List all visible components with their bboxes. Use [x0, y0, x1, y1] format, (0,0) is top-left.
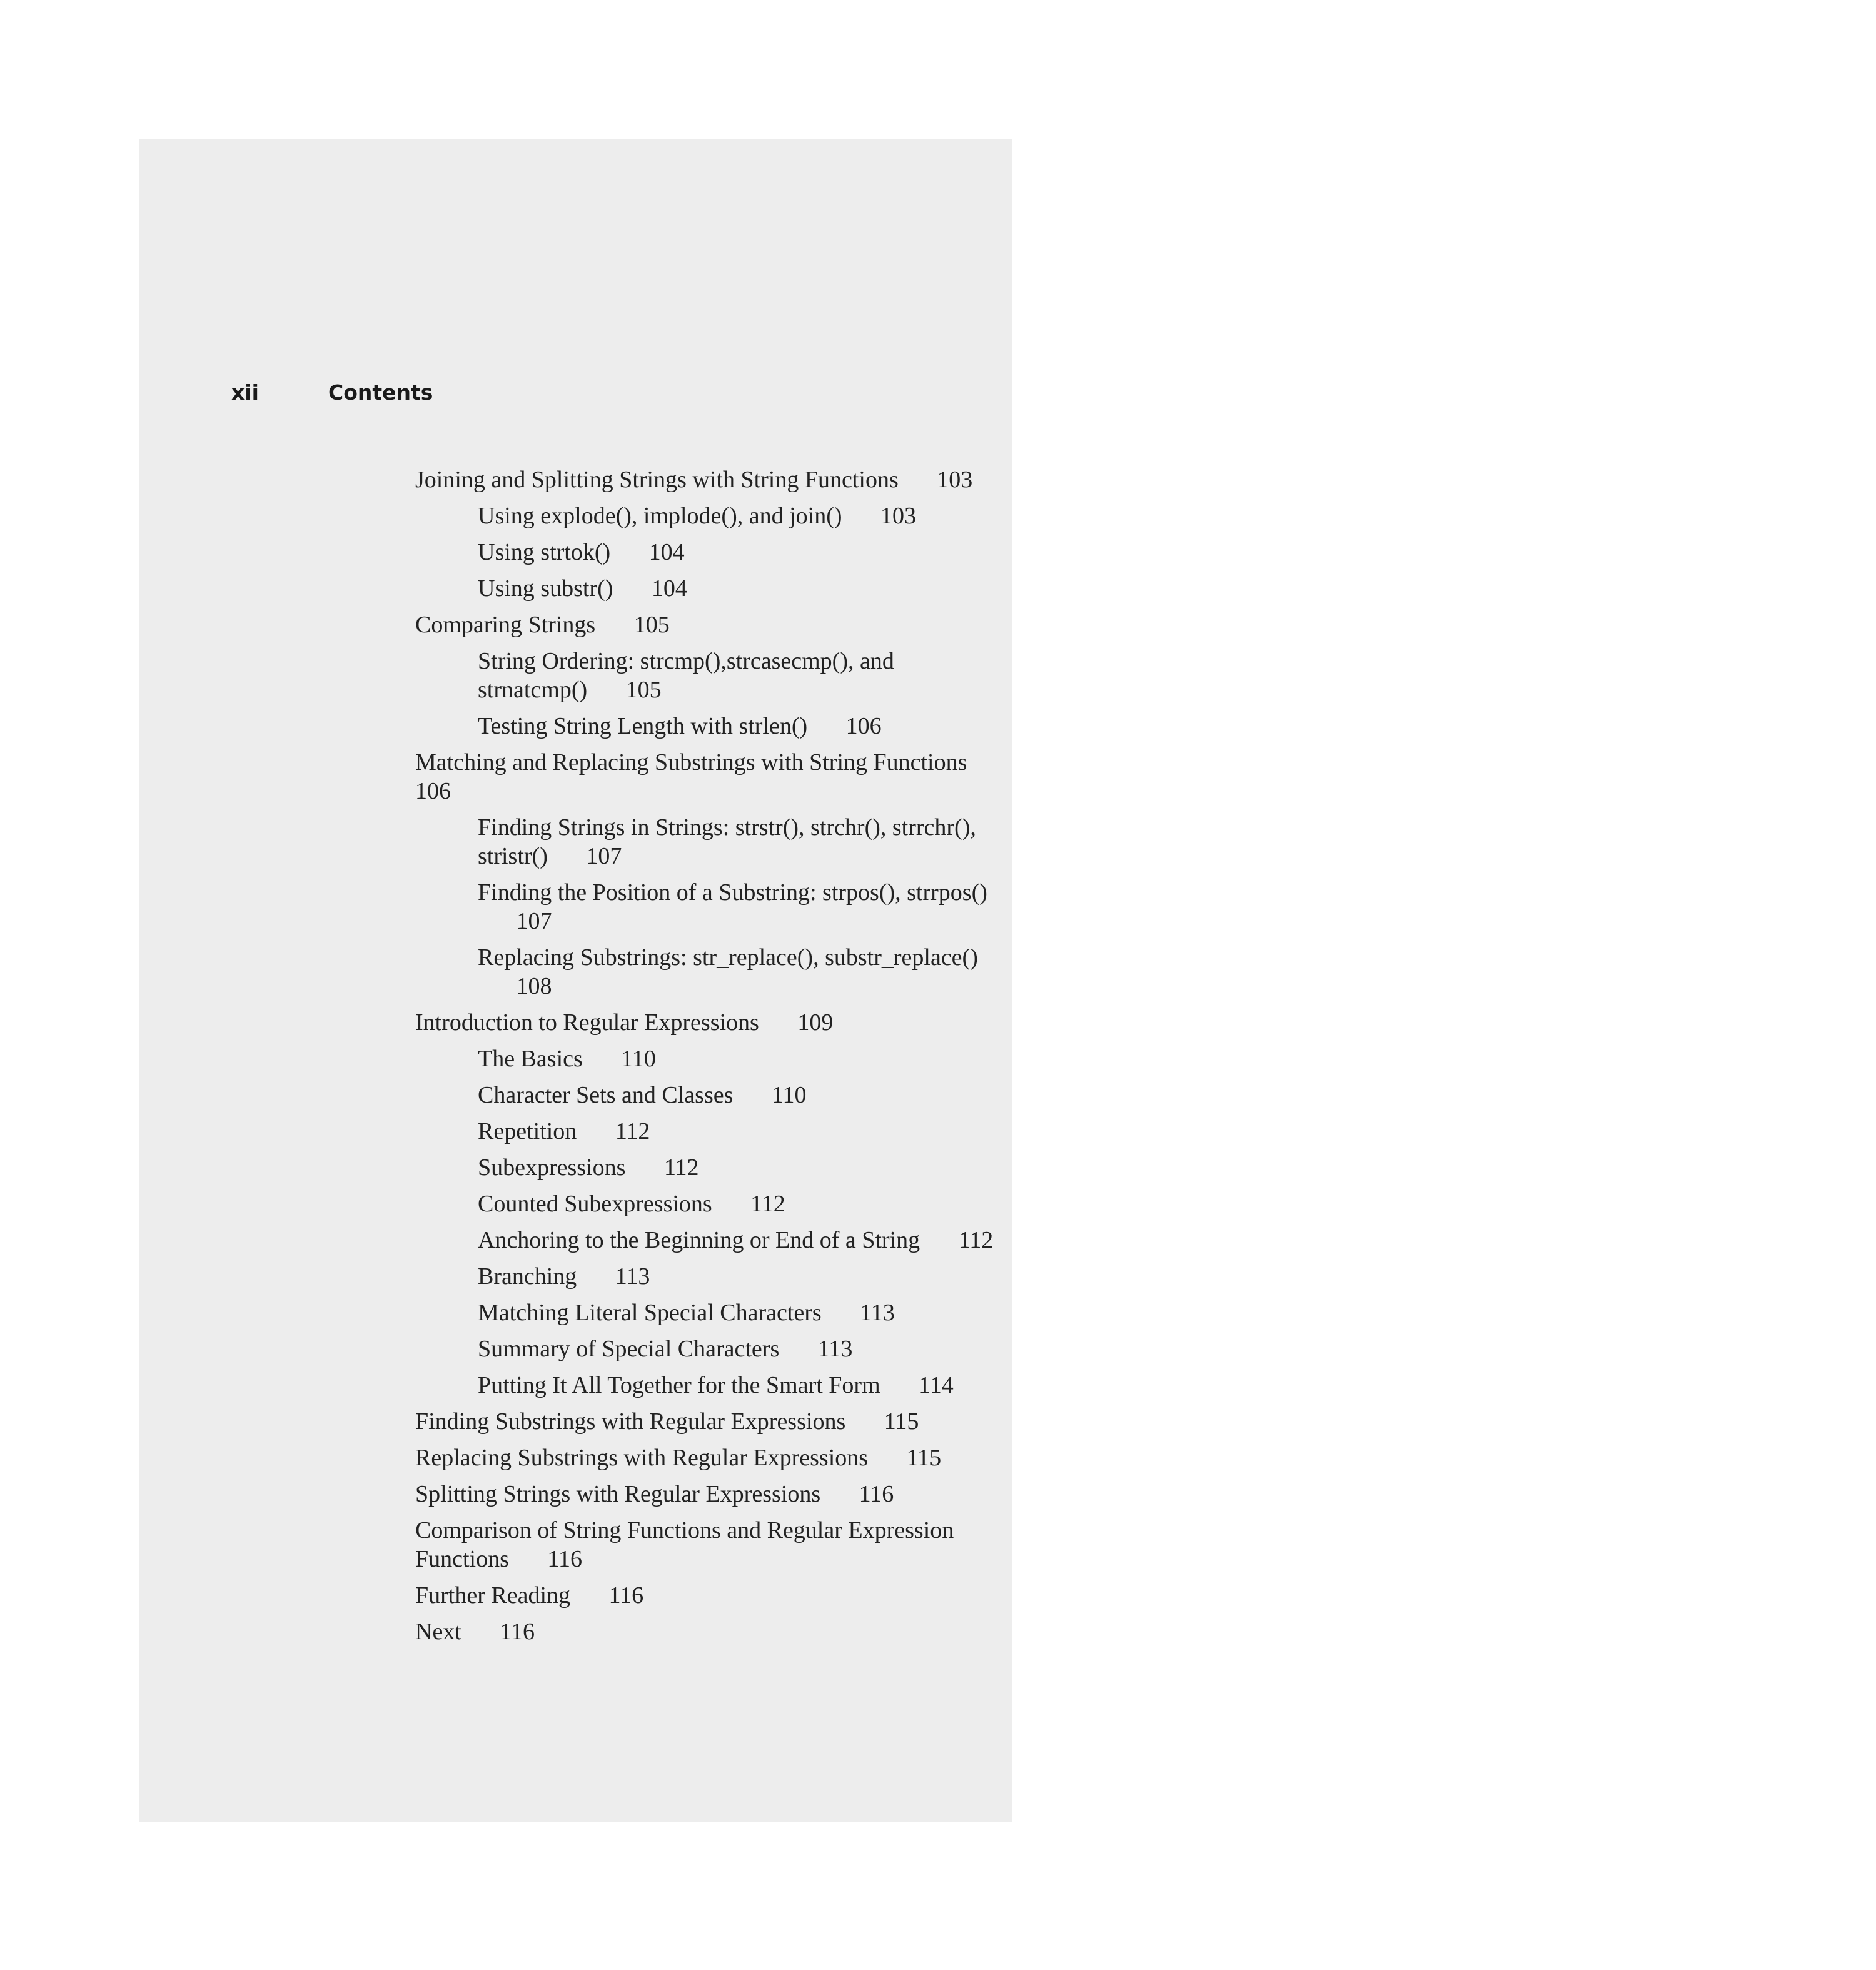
toc-entry-page: 104 [648, 539, 685, 565]
toc-entry-page: 113 [615, 1263, 650, 1290]
toc-entry-title: Replacing Substrings: str_replace(), substr_replace() [478, 944, 978, 971]
toc-entry-title: Comparison of String Functions and Regular Expression Functions [415, 1517, 954, 1572]
toc-entry-title: Counted Subexpressions [478, 1191, 712, 1217]
toc-entry [415, 943, 1003, 1001]
book-page [139, 139, 1012, 1822]
toc-entry-title: Branching [478, 1263, 577, 1290]
toc-entry [415, 1516, 1003, 1573]
toc-entry [415, 1443, 1003, 1472]
toc-entry-page: 103 [937, 467, 973, 493]
toc-entry [415, 1262, 1003, 1291]
toc-entry-title: Splitting Strings with Regular Expressions [415, 1481, 821, 1507]
table-of-contents [415, 465, 1003, 1654]
toc-entry-page: 112 [750, 1191, 785, 1217]
toc-entry-title: Subexpressions [478, 1154, 626, 1181]
toc-entry [415, 610, 1003, 639]
toc-entry-title: Putting It All Together for the Smart Form [478, 1372, 880, 1398]
toc-entry-title: Finding Strings in Strings: strstr(), strchr(), strrchr(), stristr() [478, 814, 976, 869]
toc-entry-page: 108 [516, 973, 552, 999]
toc-entry-page: 116 [859, 1481, 894, 1507]
toc-entry [415, 538, 1003, 567]
toc-entry-title: Character Sets and Classes [478, 1082, 734, 1108]
toc-entry [415, 712, 1003, 740]
toc-entry-page: 110 [621, 1046, 656, 1072]
toc-entry [415, 878, 1003, 936]
toc-entry-title: Using explode(), implode(), and join() [478, 503, 842, 529]
toc-entry-page: 109 [797, 1009, 834, 1036]
toc-entry-title: Repetition [478, 1118, 577, 1144]
toc-entry [415, 1190, 1003, 1218]
toc-entry [415, 813, 1003, 871]
toc-entry-title: String Ordering: strcmp(),strcasecmp(), and strnatcmp() [478, 648, 894, 703]
toc-entry [415, 748, 1003, 806]
toc-entry-page: 104 [651, 575, 687, 602]
toc-entry-page: 107 [586, 843, 622, 869]
toc-entry [415, 1581, 1003, 1610]
toc-entry [415, 1407, 1003, 1436]
toc-entry [415, 1335, 1003, 1363]
toc-entry-page: 113 [817, 1336, 853, 1362]
toc-entry-title: Finding the Position of a Substring: strpos(), strrpos() [478, 879, 987, 906]
page-number: xii [231, 380, 259, 405]
toc-entry-page: 106 [845, 713, 882, 739]
toc-entry [415, 465, 1003, 494]
toc-entry-title: Using strtok() [478, 539, 611, 565]
toc-entry [415, 502, 1003, 530]
toc-entry-page: 116 [547, 1546, 582, 1572]
toc-entry [415, 1008, 1003, 1037]
toc-entry-page: 103 [880, 503, 917, 529]
toc-entry-title: Further Reading [415, 1582, 571, 1609]
toc-entry [415, 1371, 1003, 1400]
toc-entry-page: 107 [516, 908, 552, 934]
toc-entry-page: 112 [663, 1154, 699, 1181]
toc-entry-title: Replacing Substrings with Regular Expressions [415, 1445, 869, 1471]
toc-entry-page: 116 [500, 1619, 535, 1645]
toc-entry-page: 105 [625, 677, 662, 703]
toc-entry-title: Joining and Splitting Strings with String Functions [415, 467, 899, 493]
toc-entry-page: 105 [633, 612, 670, 638]
toc-entry-page: 114 [919, 1372, 954, 1398]
running-head [139, 380, 1012, 412]
toc-entry-page: 112 [615, 1118, 650, 1144]
toc-entry-title: Finding Substrings with Regular Expressions [415, 1408, 846, 1435]
toc-entry-title: The Basics [478, 1046, 583, 1072]
toc-entry-page: 116 [608, 1582, 644, 1609]
toc-entry-title: Next [415, 1619, 461, 1645]
toc-entry-title: Using substr() [478, 575, 613, 602]
toc-entry-page: 106 [415, 778, 451, 804]
toc-entry-title: Summary of Special Characters [478, 1336, 780, 1362]
toc-entry [415, 1117, 1003, 1146]
toc-entry [415, 647, 1003, 704]
toc-entry-title: Matching Literal Special Characters [478, 1300, 822, 1326]
toc-entry-title: Introduction to Regular Expressions [415, 1009, 759, 1036]
toc-entry-page: 113 [860, 1300, 895, 1326]
toc-entry [415, 1617, 1003, 1646]
toc-entry [415, 574, 1003, 603]
toc-entry [415, 1480, 1003, 1508]
toc-entry [415, 1044, 1003, 1073]
toc-entry-title: Matching and Replacing Substrings with String Functions [415, 749, 967, 775]
toc-entry-page: 112 [958, 1227, 994, 1253]
toc-entry-title: Testing String Length with strlen() [478, 713, 808, 739]
toc-entry [415, 1298, 1003, 1327]
toc-entry-page: 115 [906, 1445, 942, 1471]
toc-entry [415, 1226, 1003, 1255]
running-head-title: Contents [328, 380, 433, 405]
toc-entry-page: 110 [771, 1082, 807, 1108]
toc-entry-page: 115 [884, 1408, 919, 1435]
toc-entry [415, 1081, 1003, 1109]
toc-entry-title: Comparing Strings [415, 612, 596, 638]
toc-entry [415, 1153, 1003, 1182]
toc-entry-title: Anchoring to the Beginning or End of a String [478, 1227, 920, 1253]
